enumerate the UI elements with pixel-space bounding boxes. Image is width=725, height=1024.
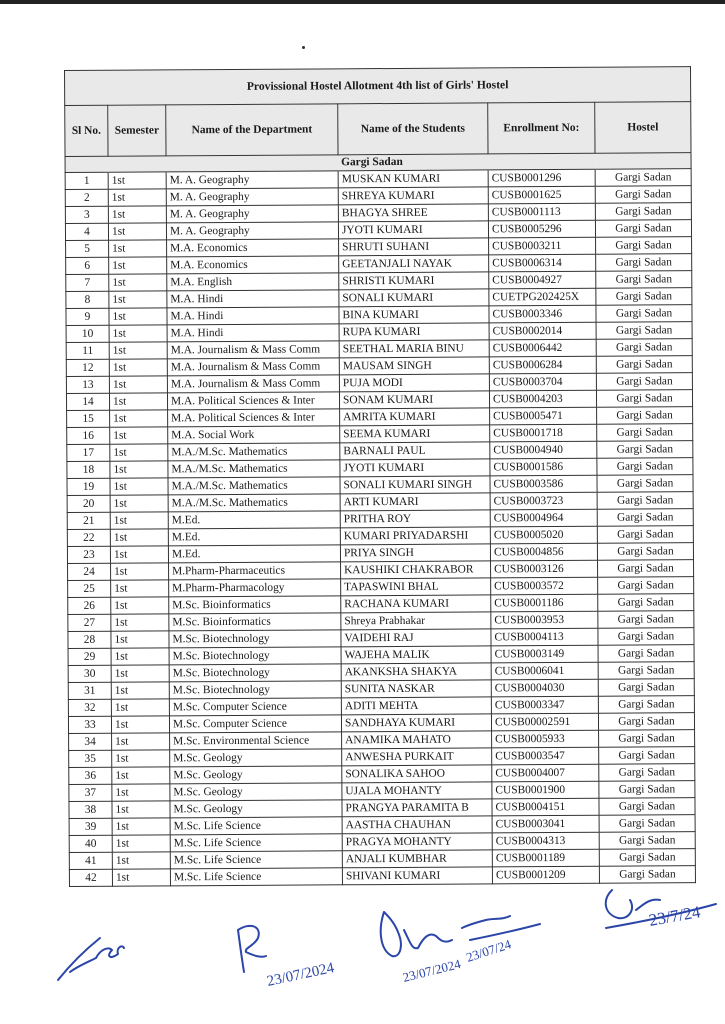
- cell-sl-no: 32: [68, 699, 111, 716]
- cell-student-name: ANAMIKA MAHATO: [342, 731, 492, 749]
- title-row: [65, 67, 691, 106]
- cell-sl-no: 37: [69, 784, 112, 801]
- cell-semester: 1st: [111, 682, 169, 699]
- cell-enrollment-no: CUSB0003149: [491, 645, 598, 663]
- cell-sl-no: 24: [68, 563, 111, 580]
- cell-hostel: Gargi Sadan: [597, 441, 693, 459]
- cell-department: M.Sc. Geology: [170, 800, 342, 818]
- cell-enrollment-no: CUSB0005471: [490, 407, 597, 425]
- cell-hostel: Gargi Sadan: [598, 713, 694, 731]
- cell-hostel: Gargi Sadan: [597, 492, 693, 510]
- cell-department: M.A./M.Sc. Mathematics: [168, 443, 340, 461]
- cell-semester: 1st: [112, 801, 170, 818]
- signature-2: [238, 926, 266, 972]
- cell-semester: 1st: [110, 444, 168, 461]
- cell-semester: 1st: [109, 291, 167, 308]
- cell-hostel: Gargi Sadan: [598, 645, 694, 663]
- cell-sl-no: 4: [65, 223, 108, 240]
- cell-department: M. A. Geography: [166, 188, 338, 206]
- cell-sl-no: 41: [69, 852, 112, 869]
- cell-enrollment-no: CUSB0003041: [492, 815, 599, 833]
- cell-semester: 1st: [111, 699, 169, 716]
- cell-hostel: Gargi Sadan: [597, 424, 693, 442]
- cell-department: M.A. Hindi: [167, 324, 339, 342]
- cell-student-name: BHAGYA SHREE: [338, 204, 488, 222]
- cell-enrollment-no: CUSB0001113: [488, 203, 595, 221]
- cell-hostel: Gargi Sadan: [598, 628, 694, 646]
- cell-enrollment-no: CUSB0006284: [489, 356, 596, 374]
- cell-semester: 1st: [111, 648, 169, 665]
- cell-department: M.Pharm-Pharmaceutics: [169, 562, 341, 580]
- cell-enrollment-no: CUSB0001296: [488, 169, 595, 187]
- cell-sl-no: 15: [67, 410, 110, 427]
- cell-sl-no: 6: [66, 257, 109, 274]
- cell-student-name: PRIYA SINGH: [340, 544, 490, 562]
- cell-hostel: Gargi Sadan: [596, 390, 692, 408]
- cell-student-name: AMRITA KUMARI: [340, 408, 490, 426]
- allotment-table: [64, 66, 696, 887]
- cell-enrollment-no: CUSB0003126: [491, 560, 598, 578]
- signature-3: [381, 912, 540, 956]
- cell-hostel: Gargi Sadan: [595, 220, 691, 238]
- cell-sl-no: 39: [69, 818, 112, 835]
- cell-department: M.Sc. Biotechnology: [169, 681, 341, 699]
- cell-hostel: Gargi Sadan: [598, 662, 694, 680]
- header-row: [65, 102, 691, 157]
- cell-hostel: Gargi Sadan: [596, 356, 692, 374]
- cell-semester: 1st: [110, 461, 168, 478]
- cell-department: M.Pharm-Pharmacology: [169, 579, 341, 597]
- cell-enrollment-no: CUSB0003586: [490, 475, 597, 493]
- header-sl-no: Sl No.: [65, 105, 108, 156]
- cell-semester: 1st: [112, 835, 170, 852]
- cell-semester: 1st: [109, 240, 167, 257]
- cell-department: M.A. English: [167, 273, 339, 291]
- cell-department: M.A. Hindi: [167, 307, 339, 325]
- cell-sl-no: 9: [66, 308, 109, 325]
- cell-department: M.Sc. Life Science: [170, 868, 342, 886]
- cell-enrollment-no: CUSB0004113: [491, 628, 598, 646]
- cell-student-name: SONALI KUMARI SINGH: [340, 476, 490, 494]
- cell-department: M.Ed.: [168, 545, 340, 563]
- cell-semester: 1st: [110, 529, 168, 546]
- cell-enrollment-no: CUSB0004964: [490, 509, 597, 527]
- cell-enrollment-no: CUSB0003704: [489, 373, 596, 391]
- signature-3-date-a: 23/07/2024: [401, 956, 463, 985]
- cell-semester: 1st: [110, 478, 168, 495]
- cell-student-name: GEETANJALI NAYAK: [339, 255, 489, 273]
- cell-department: M.A. Economics: [167, 256, 339, 274]
- signature-1: [58, 938, 124, 980]
- header-enrollment: Enrollment No:: [488, 102, 595, 154]
- cell-student-name: UJALA MOHANTY: [342, 782, 492, 800]
- cell-enrollment-no: CUSB0004151: [492, 798, 599, 816]
- cell-student-name: MAUSAM SINGH: [339, 357, 489, 375]
- cell-student-name: SONALIKA SAHOO: [342, 765, 492, 783]
- cell-department: M.A./M.Sc. Mathematics: [168, 460, 340, 478]
- cell-student-name: BINA KUMARI: [339, 306, 489, 324]
- cell-student-name: JYOTI KUMARI: [338, 221, 488, 239]
- cell-sl-no: 12: [66, 359, 109, 376]
- cell-enrollment-no: CUSB0001900: [492, 781, 599, 799]
- cell-department: M.A. Journalism & Mass Comm: [167, 358, 339, 376]
- cell-student-name: SEETHAL MARIA BINU: [339, 340, 489, 358]
- table-body: [65, 169, 695, 887]
- cell-semester: 1st: [110, 410, 168, 427]
- cell-department: M.A. Political Sciences & Inter: [167, 392, 339, 410]
- cell-hostel: Gargi Sadan: [596, 237, 692, 255]
- cell-sl-no: 36: [69, 767, 112, 784]
- cell-sl-no: 35: [69, 750, 112, 767]
- cell-semester: 1st: [111, 580, 169, 597]
- cell-student-name: WAJEHA MALIK: [341, 646, 491, 664]
- cell-enrollment-no: CUETPG202425X: [489, 288, 596, 306]
- cell-enrollment-no: CUSB0001718: [490, 424, 597, 442]
- cell-student-name: SANDHAYA KUMARI: [341, 714, 491, 732]
- cell-semester: 1st: [109, 376, 167, 393]
- cell-department: M.A. Political Sciences & Inter: [168, 409, 340, 427]
- cell-enrollment-no: CUSB0004927: [489, 271, 596, 289]
- cell-hostel: Gargi Sadan: [595, 186, 691, 204]
- cell-semester: 1st: [110, 495, 168, 512]
- cell-sl-no: 25: [68, 580, 111, 597]
- cell-semester: 1st: [112, 750, 170, 767]
- cell-sl-no: 33: [68, 716, 111, 733]
- cell-semester: 1st: [112, 767, 170, 784]
- cell-sl-no: 13: [66, 376, 109, 393]
- cell-student-name: ANJALI KUMBHAR: [342, 850, 492, 868]
- cell-enrollment-no: CUSB0005296: [488, 220, 595, 238]
- cell-sl-no: 20: [67, 495, 110, 512]
- cell-sl-no: 42: [69, 869, 112, 886]
- cell-hostel: Gargi Sadan: [599, 747, 695, 765]
- cell-department: M.Sc. Bioinformatics: [169, 613, 341, 631]
- cell-enrollment-no: CUSB0003547: [492, 747, 599, 765]
- section-title: Gargi Sadan: [338, 154, 488, 171]
- cell-semester: 1st: [108, 206, 166, 223]
- cell-student-name: SUNITA NASKAR: [341, 680, 491, 698]
- cell-student-name: KAUSHIKI CHAKRABOR: [341, 561, 491, 579]
- cell-enrollment-no: CUSB0001209: [492, 866, 599, 884]
- cell-enrollment-no: CUSB0006314: [489, 254, 596, 272]
- cell-hostel: Gargi Sadan: [598, 577, 694, 595]
- top-border-line: [0, 0, 725, 4]
- cell-department: M.Sc. Biotechnology: [169, 647, 341, 665]
- cell-student-name: Shreya Prabhakar: [341, 612, 491, 630]
- cell-semester: 1st: [109, 393, 167, 410]
- cell-semester: 1st: [109, 359, 167, 376]
- cell-department: M.A./M.Sc. Mathematics: [168, 477, 340, 495]
- cell-semester: 1st: [109, 325, 167, 342]
- cell-student-name: ANWESHA PURKAIT: [342, 748, 492, 766]
- cell-enrollment-no: CUSB0003572: [491, 577, 598, 595]
- header-semester: Semester: [108, 105, 166, 156]
- cell-hostel: Gargi Sadan: [597, 458, 693, 476]
- cell-hostel: Gargi Sadan: [599, 815, 695, 833]
- cell-student-name: PRITHA ROY: [340, 510, 490, 528]
- cell-hostel: Gargi Sadan: [597, 526, 693, 544]
- cell-sl-no: 14: [66, 393, 109, 410]
- cell-sl-no: 27: [68, 614, 111, 631]
- cell-hostel: Gargi Sadan: [596, 254, 692, 272]
- cell-enrollment-no: CUSB0003211: [489, 237, 596, 255]
- cell-hostel: Gargi Sadan: [599, 730, 695, 748]
- cell-semester: 1st: [110, 546, 168, 563]
- cell-enrollment-no: CUSB0003347: [491, 696, 598, 714]
- cell-hostel: Gargi Sadan: [596, 305, 692, 323]
- cell-sl-no: 21: [67, 512, 110, 529]
- signature-2-date: 23/07/2024: [265, 960, 336, 990]
- cell-department: M.Sc. Biotechnology: [169, 664, 341, 682]
- cell-student-name: SHIVANI KUMARI: [342, 867, 492, 885]
- cell-semester: 1st: [109, 342, 167, 359]
- cell-student-name: PUJA MODI: [339, 374, 489, 392]
- signatures-area: [0, 870, 725, 1020]
- cell-department: M.Ed.: [168, 528, 340, 546]
- cell-student-name: AASTHA CHAUHAN: [342, 816, 492, 834]
- cell-enrollment-no: CUSB0002014: [489, 322, 596, 340]
- cell-enrollment-no: CUSB0004313: [492, 832, 599, 850]
- cell-department: M.A./M.Sc. Mathematics: [168, 494, 340, 512]
- cell-hostel: Gargi Sadan: [596, 288, 692, 306]
- cell-student-name: SHRUTI SUHANI: [339, 238, 489, 256]
- cell-hostel: Gargi Sadan: [598, 594, 694, 612]
- cell-enrollment-no: CUSB0006442: [489, 339, 596, 357]
- cell-student-name: SONALI KUMARI: [339, 289, 489, 307]
- cell-semester: 1st: [111, 665, 169, 682]
- cell-semester: 1st: [111, 597, 169, 614]
- cell-enrollment-no: CUSB0006041: [491, 662, 598, 680]
- cell-sl-no: 34: [69, 733, 112, 750]
- cell-semester: 1st: [112, 733, 170, 750]
- cell-hostel: Gargi Sadan: [595, 169, 691, 187]
- cell-department: M.Sc. Geology: [170, 749, 342, 767]
- cell-semester: 1st: [111, 614, 169, 631]
- cell-department: M.Sc. Environmental Science: [170, 732, 342, 750]
- cell-hostel: Gargi Sadan: [598, 560, 694, 578]
- cell-student-name: SEEMA KUMARI: [340, 425, 490, 443]
- cell-sl-no: 40: [69, 835, 112, 852]
- cell-student-name: KUMARI PRIYADARSHI: [340, 527, 490, 545]
- cell-student-name: ARTI KUMARI: [340, 493, 490, 511]
- cell-student-name: RACHANA KUMARI: [341, 595, 491, 613]
- cell-semester: 1st: [110, 512, 168, 529]
- cell-hostel: Gargi Sadan: [598, 611, 694, 629]
- cell-hostel: Gargi Sadan: [598, 696, 694, 714]
- cell-enrollment-no: CUSB0004940: [490, 441, 597, 459]
- cell-semester: 1st: [109, 274, 167, 291]
- cell-enrollment-no: CUSB0001189: [492, 849, 599, 867]
- header-department: Name of the Department: [166, 104, 338, 156]
- cell-student-name: BARNALI PAUL: [340, 442, 490, 460]
- cell-sl-no: 16: [67, 427, 110, 444]
- cell-sl-no: 38: [69, 801, 112, 818]
- signature-3-date-b: 23/07/24: [464, 936, 513, 965]
- cell-hostel: Gargi Sadan: [596, 339, 692, 357]
- cell-department: M.Sc. Geology: [170, 783, 342, 801]
- cell-hostel: Gargi Sadan: [598, 679, 694, 697]
- cell-enrollment-no: CUSB0005933: [492, 730, 599, 748]
- cell-semester: 1st: [108, 172, 166, 189]
- cell-hostel: Gargi Sadan: [597, 475, 693, 493]
- cell-sl-no: 5: [66, 240, 109, 257]
- page-title: Provissional Hostel Allotment 4th list of Girls' Hostel: [65, 67, 691, 106]
- cell-hostel: Gargi Sadan: [597, 543, 693, 561]
- cell-enrollment-no: CUSB00002591: [491, 713, 598, 731]
- cell-student-name: AKANKSHA SHAKYA: [341, 663, 491, 681]
- cell-enrollment-no: CUSB0004030: [491, 679, 598, 697]
- cell-hostel: Gargi Sadan: [596, 271, 692, 289]
- signature-4-date: 23/7/24: [647, 902, 702, 930]
- cell-department: M.Sc. Computer Science: [169, 715, 341, 733]
- cell-hostel: Gargi Sadan: [599, 849, 695, 867]
- cell-sl-no: 11: [66, 342, 109, 359]
- cell-hostel: Gargi Sadan: [599, 798, 695, 816]
- cell-student-name: SHRISTI KUMARI: [339, 272, 489, 290]
- cell-hostel: Gargi Sadan: [596, 373, 692, 391]
- cell-department: M.Sc. Computer Science: [169, 698, 341, 716]
- cell-semester: 1st: [112, 818, 170, 835]
- cell-department: M.Ed.: [168, 511, 340, 529]
- cell-department: M. A. Geography: [166, 171, 338, 189]
- cell-student-name: JYOTI KUMARI: [340, 459, 490, 477]
- cell-hostel: Gargi Sadan: [596, 322, 692, 340]
- cell-student-name: SONAM KUMARI: [339, 391, 489, 409]
- cell-sl-no: 1: [65, 172, 108, 189]
- cell-semester: 1st: [111, 631, 169, 648]
- cell-department: M.Sc. Life Science: [170, 817, 342, 835]
- cell-sl-no: 19: [67, 478, 110, 495]
- cell-semester: 1st: [109, 308, 167, 325]
- cell-department: M.Sc. Biotechnology: [169, 630, 341, 648]
- allotment-sheet: [64, 66, 695, 887]
- cell-student-name: TAPASWINI BHAL: [341, 578, 491, 596]
- cell-hostel: Gargi Sadan: [595, 203, 691, 221]
- cell-department: M.Sc. Geology: [170, 766, 342, 784]
- cell-hostel: Gargi Sadan: [597, 407, 693, 425]
- cell-sl-no: 30: [68, 665, 111, 682]
- cell-hostel: Gargi Sadan: [599, 764, 695, 782]
- cell-department: M.Sc. Life Science: [170, 851, 342, 869]
- cell-enrollment-no: CUSB0001586: [490, 458, 597, 476]
- cell-semester: 1st: [108, 189, 166, 206]
- cell-sl-no: 26: [68, 597, 111, 614]
- cell-student-name: MUSKAN KUMARI: [338, 170, 488, 188]
- cell-sl-no: 18: [67, 461, 110, 478]
- header-hostel: Hostel: [595, 102, 691, 154]
- cell-sl-no: 31: [68, 682, 111, 699]
- cell-department: M.A. Economics: [167, 239, 339, 257]
- cell-semester: 1st: [108, 223, 166, 240]
- cell-hostel: Gargi Sadan: [599, 866, 695, 884]
- cell-student-name: PRAGYA MOHANTY: [342, 833, 492, 851]
- cell-enrollment-no: CUSB0004007: [492, 764, 599, 782]
- cell-semester: 1st: [112, 784, 170, 801]
- cell-semester: 1st: [111, 563, 169, 580]
- cell-enrollment-no: CUSB0003953: [491, 611, 598, 629]
- header-student-name: Name of the Students: [338, 103, 488, 155]
- cell-department: M.A. Journalism & Mass Comm: [167, 375, 339, 393]
- cell-semester: 1st: [112, 852, 170, 869]
- cell-enrollment-no: CUSB0003346: [489, 305, 596, 323]
- cell-semester: 1st: [112, 869, 170, 886]
- cell-department: M. A. Geography: [166, 205, 338, 223]
- cell-enrollment-no: CUSB0004856: [490, 543, 597, 561]
- cell-department: M.Sc. Life Science: [170, 834, 342, 852]
- cell-sl-no: 28: [68, 631, 111, 648]
- cell-department: M.A. Hindi: [167, 290, 339, 308]
- cell-enrollment-no: CUSB0004203: [489, 390, 596, 408]
- cell-enrollment-no: CUSB0001625: [488, 186, 595, 204]
- cell-sl-no: 23: [67, 546, 110, 563]
- cell-student-name: SHREYA KUMARI: [338, 187, 488, 205]
- cell-department: M. A. Geography: [166, 222, 338, 240]
- cell-department: M.Sc. Bioinformatics: [169, 596, 341, 614]
- cell-sl-no: 8: [66, 291, 109, 308]
- cell-sl-no: 2: [65, 189, 108, 206]
- cell-student-name: PRANGYA PARAMITA B: [342, 799, 492, 817]
- cell-hostel: Gargi Sadan: [597, 509, 693, 527]
- cell-semester: 1st: [111, 716, 169, 733]
- cell-student-name: VAIDEHI RAJ: [341, 629, 491, 647]
- cell-sl-no: 10: [66, 325, 109, 342]
- cell-semester: 1st: [110, 427, 168, 444]
- cell-enrollment-no: CUSB0001186: [491, 594, 598, 612]
- cell-enrollment-no: CUSB0005020: [490, 526, 597, 544]
- cell-hostel: Gargi Sadan: [599, 832, 695, 850]
- cell-sl-no: 7: [66, 274, 109, 291]
- cell-sl-no: 3: [65, 206, 108, 223]
- cell-sl-no: 29: [68, 648, 111, 665]
- cell-department: M.A. Social Work: [168, 426, 340, 444]
- stray-mark: [302, 46, 305, 49]
- cell-sl-no: 17: [67, 444, 110, 461]
- cell-semester: 1st: [109, 257, 167, 274]
- cell-student-name: RUPA KUMARI: [339, 323, 489, 341]
- cell-hostel: Gargi Sadan: [599, 781, 695, 799]
- cell-enrollment-no: CUSB0003723: [490, 492, 597, 510]
- cell-student-name: ADITI MEHTA: [341, 697, 491, 715]
- cell-sl-no: 22: [67, 529, 110, 546]
- cell-department: M.A. Journalism & Mass Comm: [167, 341, 339, 359]
